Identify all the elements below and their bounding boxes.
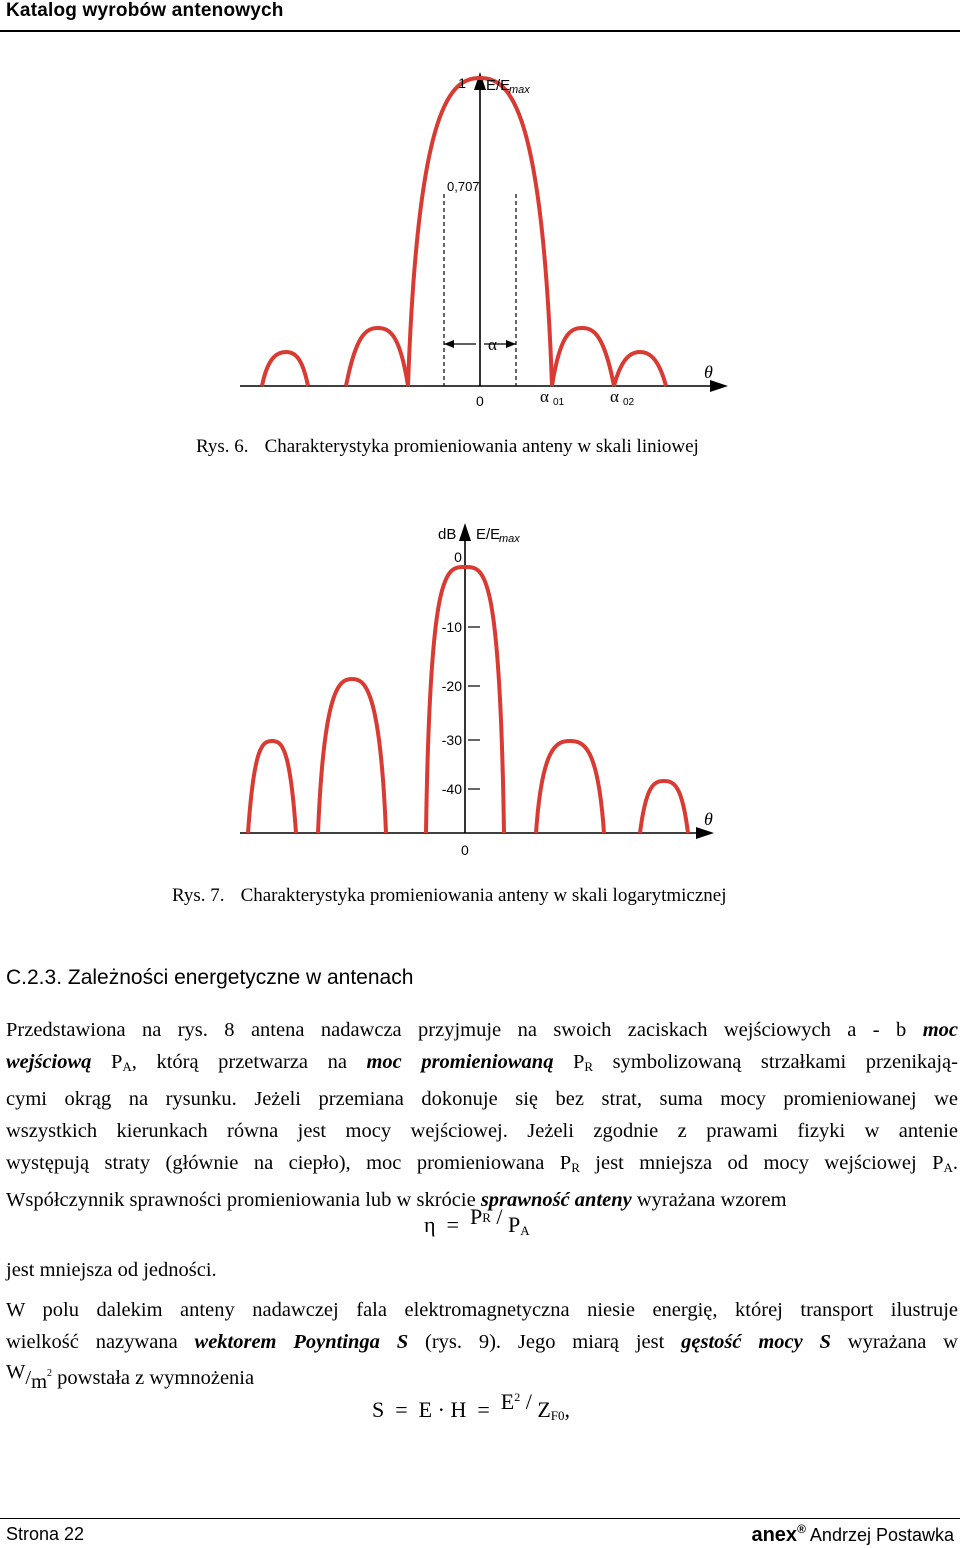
paragraph-2-line-3: $W/m^2$ powstała z wymnożenia	[6, 1361, 255, 1393]
paragraph-1-line-4: wszystkich kierunkach równa jest mocy wejściowej. Jeżeli zgodnie z prawami fizyki w antenie	[6, 1120, 958, 1142]
brand-logo: anex	[751, 1524, 798, 1546]
alpha02-label: α	[610, 387, 619, 406]
term-moc: moc	[922, 1019, 958, 1041]
registered-mark: ®	[797, 1522, 806, 1536]
page-number: Strona 22	[6, 1524, 85, 1544]
paragraph-1-line-1: Przedstawiona na rys. 8 antena nadawcza przyjmuje na swoich zaciskach wejściowych a - b moc	[6, 1019, 958, 1041]
tick-minus-40: -40	[441, 781, 462, 797]
page-header-title: Katalog wyrobów antenowych	[6, 0, 284, 21]
figure-7-caption-number: Rys. 7.	[172, 885, 225, 906]
author-name: Andrzej Postawka	[809, 1525, 954, 1545]
y-top-tick: 1	[458, 75, 466, 91]
term-moc-promieniowana: moc promieniowaną	[366, 1051, 554, 1073]
paragraph-2-line-2: wielkość nazywana wektorem Poyntinga S (rys. 9). Jego miarą jest gęstość mocy S wyrażana w	[6, 1331, 958, 1353]
figure-7-caption-text: Charakterystyka promieniowania anteny w skali logarytmicznej	[240, 885, 727, 906]
figure-6-caption-text: Charakterystyka promieniowania anteny w skali liniowej	[264, 436, 699, 457]
paragraph-1-end: jest mniejsza od jedności.	[6, 1259, 217, 1281]
figure-6-linear-pattern	[0, 60, 960, 430]
term-sprawnosc-anteny: sprawność anteny	[480, 1189, 632, 1211]
origin-label: 0	[461, 842, 469, 858]
y-axis-label-sub: max	[499, 533, 520, 545]
formula-efficiency: η = PR / $P_A$	[424, 1204, 530, 1238]
paragraph-1-line-5: występują straty (głównie na ciepło), moc promieniowana $P_R$ jest mniejsza od mocy wejściowej $P_A$.	[6, 1152, 959, 1175]
term-wejsciowa: wejściową	[6, 1051, 92, 1073]
paragraph-1-line-3: cymi okrąg na rysunku. Jeżeli przemiana dokonuje się bez strat, suma mocy promieniowanej we	[6, 1088, 958, 1110]
figure-6-caption-number: Rys. 6.	[196, 436, 249, 457]
theta-label: θ	[704, 362, 713, 382]
formula-poynting: $S = E \cdot H = E^2 / Z_{F0}$,	[372, 1389, 571, 1423]
tick-minus-20: -20	[441, 678, 462, 694]
half-power-label: 0,707	[447, 179, 480, 194]
y-axis-label: E/E	[486, 77, 511, 94]
theta-label: θ	[704, 809, 713, 829]
alpha01-label: α	[540, 387, 549, 406]
paragraph-1-line-2: wejściową $P_A$, którą przetwarza na moc promieniowaną $P_R$ symbolizowaną strzałkami przenikają-	[6, 1051, 958, 1074]
header-rule	[0, 30, 960, 32]
footer-brand	[751, 1522, 954, 1547]
paragraph-2-line-1: W polu dalekim anteny nadawczej fala elektromagnetyczna niesie energię, której transport ilustruje	[6, 1299, 958, 1321]
figure-6-caption	[196, 436, 699, 458]
figure-7-caption	[172, 885, 727, 907]
y-axis-label-sub: max	[509, 84, 530, 96]
term-wektor-poyntinga: wektorem Poyntinga S	[194, 1331, 409, 1353]
footer-rule	[0, 1518, 960, 1519]
origin-label: 0	[476, 393, 484, 409]
tick-0: 0	[454, 549, 462, 565]
alpha01-sub: 01	[553, 397, 565, 408]
section-heading: C.2.3. Zależności energetyczne w antenach	[6, 966, 414, 989]
tick-minus-30: -30	[441, 732, 462, 748]
y-axis-label: E/E	[476, 526, 501, 543]
paragraph-1-line-6: Współczynnik sprawności promieniowania lub w skrócie sprawność anteny wyrażana wzorem	[6, 1189, 787, 1211]
term-gestosc-mocy: gęstość mocy S	[681, 1331, 831, 1353]
paragraph-2	[6, 1294, 958, 1394]
tick-minus-10: -10	[441, 619, 462, 635]
alpha-label: α	[488, 335, 497, 354]
db-label: dB	[438, 526, 457, 543]
paragraph-1	[6, 1014, 958, 1216]
figure-7-log-pattern	[0, 515, 960, 860]
alpha02-sub: 02	[623, 397, 635, 408]
